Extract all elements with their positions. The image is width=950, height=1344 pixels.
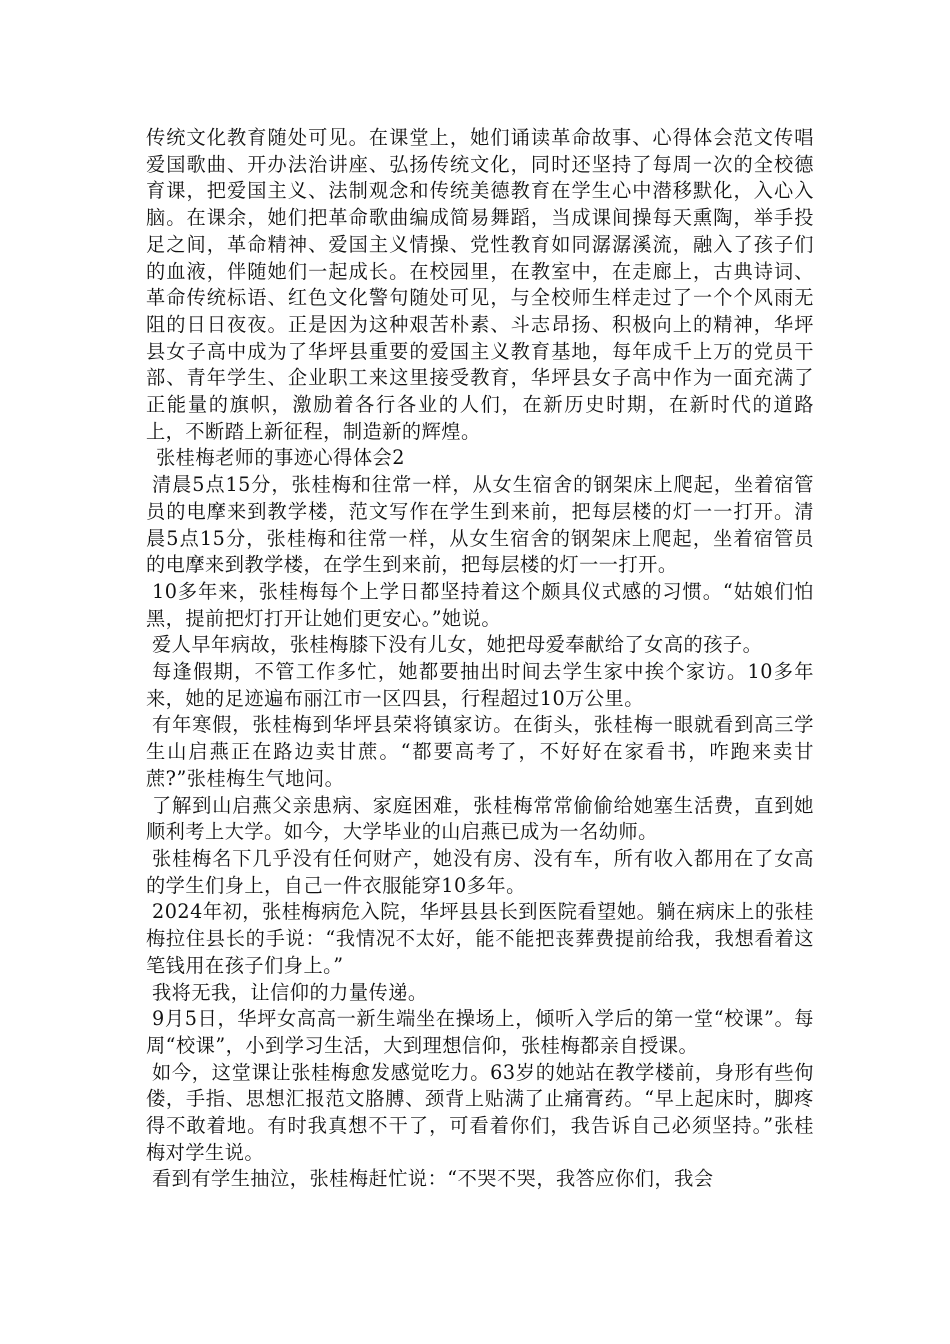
body-paragraph: 清晨5点15分，张桂梅和往常一样，从女生宿舍的钢架床上爬起，坐着宿管员的电摩来到教学楼，范文写作在学生到来前，把每层楼的灯一一打开。清晨5点15分，张桂梅和往常一样，从女生宿舍的钢架床上爬起，坐着宿管员的电摩来到教学楼，在学生到来前，把每层楼的灯一一打开。 (146, 473, 814, 577)
body-paragraph: 看到有学生抽泣，张桂梅赶忙说：“不哭不哭，我答应你们，我会 (152, 1167, 714, 1191)
body-paragraph: 张桂梅名下几乎没有任何财产，她没有房、没有车，所有收入都用在了女高的学生们身上，自己一件衣服能穿10多年。 (146, 846, 814, 897)
body-paragraph: 2024年初，张桂梅病危入院，华坪县县长到医院看望她。躺在病床上的张桂梅拉住县长的手说：“我情况不太好，能不能把丧葬费提前给我，我想看着这笔钱用在孩子们身上。” (146, 900, 814, 977)
body-paragraph: 爱人早年病故，张桂梅膝下没有儿女，她把母爱奉献给了女高的孩子。 (152, 633, 763, 657)
body-paragraph: 每逢假期，不管工作多忙，她都要抽出时间去学生家中挨个家访。10多年来，她的足迹遍布丽江市一区四县，行程超过10万公里。 (146, 660, 814, 710)
body-paragraph: 9月5日，华坪女高高一新生端坐在操场上，倾听入学后的第一堂“校课”。每周“校课”，小到学习生活，大到理想信仰，张桂梅都亲自授课。 (146, 1007, 814, 1057)
body-paragraph: 如今，这堂课让张桂梅愈发感觉吃力。63岁的她站在教学楼前，身形有些佝偻，手指、思想汇报范文胳膊、颈背上贴满了止痛膏药。“早上起床时，脚疼得不敢着地。有时我真想不干了，可看着你们，我告诉自己必须坚持。”张桂梅对学生说。 (146, 1060, 814, 1164)
body-paragraph: 有年寒假，张桂梅到华坪县荣将镇家访。在街头，张桂梅一眼就看到高三学生山启燕正在路边卖甘蔗。“都要高考了，不好好在家看书，咋跑来卖甘蔗?”张桂梅生气地问。 (146, 713, 814, 790)
document-body (146, 125, 814, 1193)
section-heading: 张桂梅老师的事迹心得体会2 (156, 446, 405, 470)
body-paragraph: 10多年来，张桂梅每个上学日都坚持着这个颇具仪式感的习惯。“姑娘们怕黑，提前把灯打开让她们更安心。”她说。 (146, 579, 814, 630)
body-paragraph: 我将无我，让信仰的力量传递。 (152, 980, 428, 1004)
body-paragraph: 传统文化教育随处可见。在课堂上，她们诵读革命故事、心得体会范文传唱爱国歌曲、开办法治讲座、弘扬传统文化，同时还坚持了每周一次的全校德育课，把爱国主义、法制观念和传统美德教育在学生心中潜移默化，入心入脑。在课余，她们把革命歌曲编成简易舞蹈，当成课间操每天熏陶，举手投足之间，革命精神、爱国主义情操、党性教育如同潺潺溪流，融入了孩子们的血液，伴随她们一起成长。在校园里，在教室中，在走廊上，古典诗词、革命传统标语、红色文化警句随处可见，与全校师生样走过了一个个风雨无阻的日日夜夜。正是因为这种艰苦朴素、斗志昂扬、积极向上的精神，华坪县女子高中成为了华坪县重要的爱国主义教育基地，每年成千上万的党员干部、青年学生、企业职工来这里接受教育，华坪县女子高中作为一面充满了正能量的旗帜，激励着各行各业的人们，在新历史时期，在新时代的道路上，不断踏上新征程，制造新的辉煌。 (146, 126, 814, 443)
body-paragraph: 了解到山启燕父亲患病、家庭困难，张桂梅常常偷偷给她塞生活费，直到她顺利考上大学。如今，大学毕业的山启燕已成为一名幼师。 (146, 793, 814, 844)
